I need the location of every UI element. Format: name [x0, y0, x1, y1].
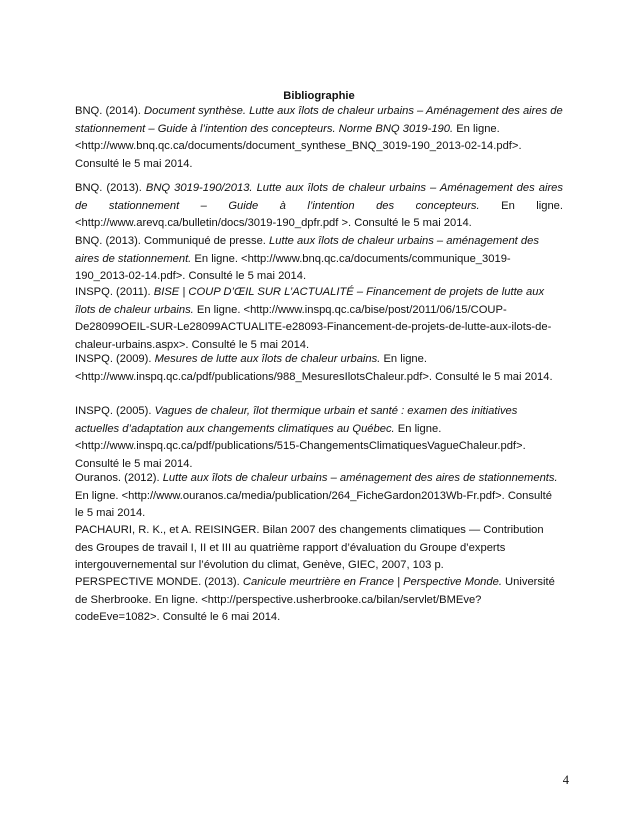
entry-text: BNQ. (2014). — [75, 105, 145, 117]
entry-title: Canicule meurtrière en France | Perspective Monde. — [242, 576, 502, 588]
entry-text: En ligne. <http://www.inspq.qc.ca/pdf/publications/988_MesuresIlotsChaleur.pdf>. Consulté le 5 mai 2014. — [75, 353, 553, 383]
page-title: Bibliographie — [283, 90, 355, 102]
entry-title: Lutte aux îlots de chaleur urbains – aménagement des aires de stationnements. — [162, 472, 558, 484]
entry-text: En ligne. <http://www.inspq.qc.ca/bise/post/2011/06/15/COUP-De28099OEIL-SUR-Le28099ACTUALITE-e28093-Financement-de-projets-de-lutte-aux-ilots-de-chaleur-urbains.aspx>. Consulté le 5 mai 2014. — [75, 303, 552, 351]
entry-text: PACHAURI, R. K., et A. REISINGER. Bilan 2007 des changements climatiques — Contribution des Groupes de travail I, II et III au quatrième rapport d’évaluation du Groupe d’experts intergouvernemental sur l’évolution du climat, Genève, GIEC, 2007, 103 p. — [75, 524, 544, 572]
entry-text: BNQ. (2013). Communiqué de presse. — [75, 235, 270, 247]
entry-title: Mesures de lutte aux îlots de chaleur urbains. — [154, 353, 381, 365]
bibliography-entry — [75, 522, 563, 575]
bibliography-entry — [75, 233, 563, 286]
entry-title: Lutte aux îlots de chaleur urbains – aménagement des aires de stationnement. — [75, 235, 539, 265]
bibliography-entry — [75, 351, 563, 386]
entry-text: En ligne. <http://www.inspq.qc.ca/pdf/publications/515-ChangementsClimatiquesVagueChaleur.pdf>. Consulté le 5 mai 2014. — [75, 422, 526, 470]
bibliography-entry — [75, 284, 563, 354]
entry-title: Document synthèse. Lutte aux îlots de chaleur urbains – Aménagement des aires de stationnement – Guide à l’intention des concepteurs. Norme BNQ 3019-190. — [75, 105, 563, 135]
entry-text: En ligne. <http://www.bnq.qc.ca/documents/communique_3019-190_2013-02-14.pdf>. Consulté le 5 mai 2014. — [75, 252, 511, 283]
bibliography-entry — [75, 470, 563, 523]
entry-title: BISE | COUP D’ŒIL SUR L’ACTUALITÉ – Financement de projets de lutte aux îlots de chaleur urbains. — [75, 286, 545, 316]
bibliography-entry — [75, 180, 563, 233]
entry-text: INSPQ. (2005). — [75, 405, 155, 417]
entry-text: INSPQ. (2011). — [75, 286, 154, 298]
page-number: 4 — [562, 773, 569, 787]
entry-text: Ouranos. (2012). — [75, 472, 163, 484]
entry-title: Vagues de chaleur, îlot thermique urbain et santé : examen des initiatives actuelles d’adaptation aux changements climatiques au Québec. — [75, 405, 518, 435]
entry-text: En ligne. <http://www.ouranos.ca/media/publication/264_FicheGardon2013Wb-Fr.pdf>. Consulté le 5 mai 2014. — [75, 489, 552, 520]
entry-title: BNQ 3019-190/2013. Lutte aux îlots de chaleur urbains – Aménagement des aires de stationnement – Guide à l’intention des concepteurs. — [75, 182, 563, 212]
bibliography-entry — [75, 103, 563, 173]
entry-text: Université de Sherbrooke. En ligne. <http://perspective.usherbrooke.ca/bilan/servlet/BMEve?codeEve=1082>. Consulté le 6 mai 2014. — [75, 576, 555, 624]
entry-text: BNQ. (2013). — [75, 182, 146, 194]
entry-text: INSPQ. (2009). — [75, 353, 155, 365]
entry-text: En ligne. <http://www.arevq.ca/bulletin/docs/3019-190_dpfr.pdf >. Consulté le 5 mai 2014. — [75, 199, 563, 230]
entry-text: PERSPECTIVE MONDE. (2013). — [75, 576, 243, 588]
entry-text: En ligne. <http://www.bnq.qc.ca/documents/document_synthese_BNQ_3019-190_2013-02-14.pdf>. Consulté le 5 mai 2014. — [75, 122, 522, 170]
bibliography-entry — [75, 574, 563, 627]
bibliography-entry — [75, 403, 563, 473]
